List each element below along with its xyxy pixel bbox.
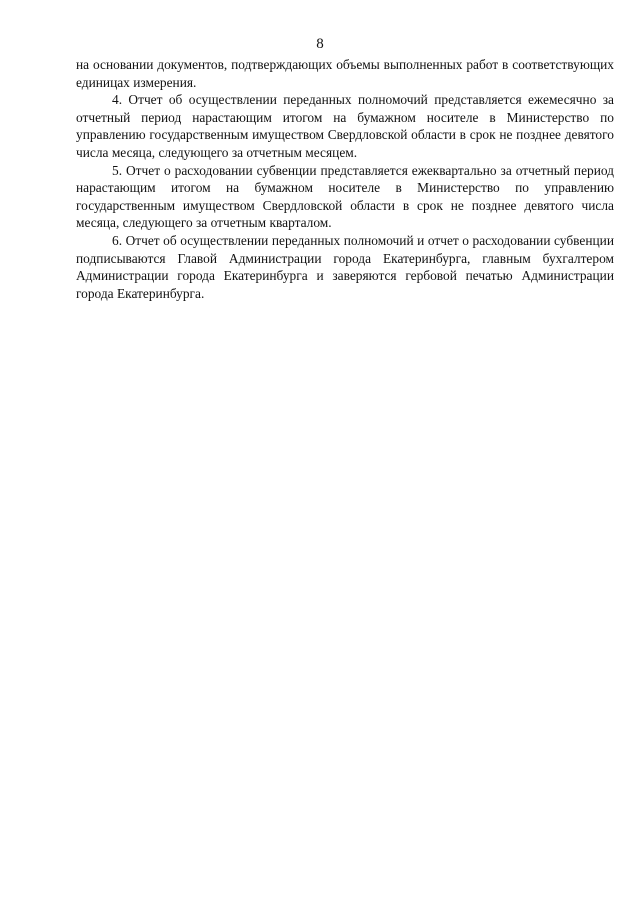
document-body	[76, 56, 614, 302]
paragraph-item-5: 5. Отчет о расходовании субвенции представляется ежеквартально за отчетный период нарастающим итогом на бумажном носителе в Министерство по управлению государственным имуществом Свердловской области в срок не позднее девятого числа месяца, следующего за отчетным кварталом.	[76, 162, 614, 231]
paragraph-item-4: 4. Отчет об осуществлении переданных полномочий представляется ежемесячно за отчетный период нарастающим итогом на бумажном носителе в Министерство по управлению государственным имуществом Свердловской области в срок не позднее девятого числа месяца, следующего за отчетным месяцем.	[76, 92, 614, 160]
paragraph-item-6: 6. Отчет об осуществлении переданных полномочий и отчет о расходовании субвенции подписываются Главой Администрации города Екатеринбурга, главным бухгалтером Администрации города Екатеринбурга и заверяются гербовой печатью Администрации города Екатеринбурга.	[76, 232, 614, 301]
paragraph-continuation: на основании документов, подтверждающих объемы выполненных работ в соответствующих единицах измерения.	[76, 57, 614, 90]
page-number: 8	[316, 36, 324, 52]
